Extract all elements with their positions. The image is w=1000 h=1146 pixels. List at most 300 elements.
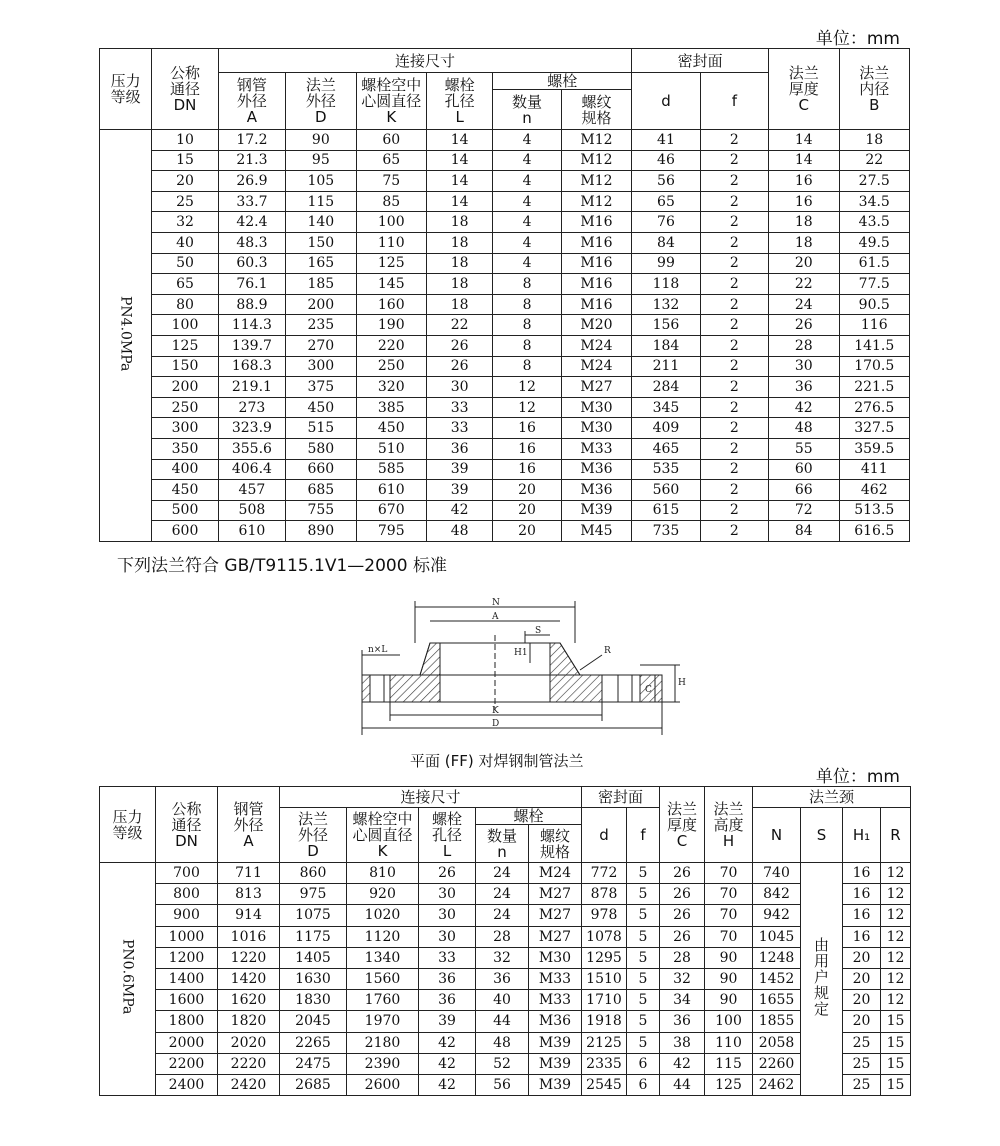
table-cell: 36 (476, 968, 529, 989)
table-cell: 5 (627, 990, 660, 1011)
table-cell: 100 (356, 212, 426, 233)
table-cell: 60 (769, 459, 839, 480)
table-row (100, 150, 910, 171)
table-cell: M27 (529, 884, 582, 905)
table-cell: 16 (493, 438, 561, 459)
table-cell: 50 (152, 253, 218, 274)
table-cell: M30 (561, 418, 632, 439)
table-cell: 48.3 (218, 232, 285, 253)
s-note-cell (801, 863, 843, 1096)
table-cell: 14 (769, 150, 839, 171)
table-cell: 25 (843, 1032, 881, 1053)
table-cell: 978 (582, 905, 627, 926)
table-cell: 156 (632, 315, 700, 336)
table-cell: 42 (419, 1032, 476, 1053)
table-cell: 2335 (582, 1053, 627, 1074)
table-cell: 26 (426, 335, 492, 356)
table-cell: 25 (152, 191, 218, 212)
table-cell: M30 (561, 397, 632, 418)
bolt-hole-right (618, 675, 632, 702)
table-cell: 38 (660, 1032, 705, 1053)
table-cell: 2 (700, 356, 768, 377)
table-cell: 2 (700, 500, 768, 521)
table-cell: 20 (769, 253, 839, 274)
table-cell: 115 (705, 1053, 753, 1074)
table-cell: 711 (218, 863, 280, 884)
table-cell: 18 (426, 294, 492, 315)
table-cell: 12 (881, 884, 911, 905)
table-cell: 116 (839, 315, 910, 336)
table-cell: 2 (700, 480, 768, 501)
header2-a: 钢管 外径 A (218, 787, 280, 863)
table-cell: M20 (561, 315, 632, 336)
table-cell: 30 (419, 926, 476, 947)
table-cell: 4 (493, 150, 561, 171)
table-row (100, 947, 911, 968)
header2-h: 法兰 高度 H (705, 787, 753, 863)
standard-note: 下列法兰符合 GB/T9115.1V1—2000 标准 (117, 556, 447, 576)
table-cell: 80 (152, 294, 218, 315)
table-cell: 1510 (582, 968, 627, 989)
table-cell: 560 (632, 480, 700, 501)
table-cell: 8 (493, 274, 561, 295)
table-row (100, 500, 910, 521)
table-cell: 15 (881, 1011, 911, 1032)
table-cell: M27 (529, 926, 582, 947)
table-cell: 70 (705, 905, 753, 926)
table-cell: 15 (152, 150, 218, 171)
table-cell: 18 (426, 212, 492, 233)
table-cell: 610 (356, 480, 426, 501)
table-cell: 535 (632, 459, 700, 480)
table-cell: 409 (632, 418, 700, 439)
table-cell: 42 (660, 1053, 705, 1074)
table-row (100, 191, 910, 212)
table-cell: 70 (705, 863, 753, 884)
table-cell: 1078 (582, 926, 627, 947)
table-cell: 150 (286, 232, 356, 253)
table-cell: M36 (529, 1011, 582, 1032)
table-cell: 168.3 (218, 356, 285, 377)
table-cell: 77.5 (839, 274, 910, 295)
table-cell: 18 (426, 232, 492, 253)
table-cell: 8 (493, 335, 561, 356)
table-cell: 42 (419, 1074, 476, 1095)
table-cell: 24 (476, 905, 529, 926)
label-s: S (535, 626, 542, 636)
label-h: H (678, 678, 686, 688)
table-cell: 32 (152, 212, 218, 233)
table-cell: 221.5 (839, 377, 910, 398)
table-cell: 1295 (582, 947, 627, 968)
table-cell: 16 (843, 926, 881, 947)
table-cell: 795 (356, 521, 426, 542)
table-cell: 24 (769, 294, 839, 315)
table-row (100, 315, 910, 336)
table-cell: 2 (700, 232, 768, 253)
table-cell: 1075 (280, 905, 347, 926)
label-h1: H1 (514, 648, 528, 658)
table-cell: M16 (561, 294, 632, 315)
table-cell: 355.6 (218, 438, 285, 459)
table-cell: 1630 (280, 968, 347, 989)
table-cell: 36 (419, 990, 476, 1011)
table-cell: 616.5 (839, 521, 910, 542)
table-cell: 2420 (218, 1074, 280, 1095)
table-cell: 118 (632, 274, 700, 295)
table-cell: 36 (660, 1011, 705, 1032)
table-cell: M45 (561, 521, 632, 542)
table-cell: 125 (356, 253, 426, 274)
table-cell: 1405 (280, 947, 347, 968)
table-cell: 273 (218, 397, 285, 418)
table-cell: 1600 (156, 990, 218, 1011)
table-cell: 2 (700, 459, 768, 480)
table-cell: 22 (769, 274, 839, 295)
table-cell: 942 (753, 905, 801, 926)
table-cell: 323.9 (218, 418, 285, 439)
table-cell: 170.5 (839, 356, 910, 377)
table-cell: 66 (769, 480, 839, 501)
table-cell: 1830 (280, 990, 347, 1011)
table-cell: 139.7 (218, 335, 285, 356)
table-cell: 670 (356, 500, 426, 521)
table-cell: 450 (286, 397, 356, 418)
table-cell: 600 (152, 521, 218, 542)
header2-n: 数量 n (476, 825, 529, 863)
table-cell: 1760 (347, 990, 419, 1011)
header2-d-outer: 法兰 外径 D (280, 808, 347, 863)
table-cell: 65 (632, 191, 700, 212)
header2-seal: 密封面 (582, 787, 660, 808)
table-cell: 16 (493, 459, 561, 480)
header2-seal-d: d (582, 808, 627, 863)
table-cell: 4 (493, 232, 561, 253)
table-cell: 16 (843, 905, 881, 926)
header-a: 钢管 外径 A (218, 73, 285, 130)
table-cell: 8 (493, 315, 561, 336)
table-cell: 42 (769, 397, 839, 418)
table-cell: 22 (839, 150, 910, 171)
table-cell: 2000 (156, 1032, 218, 1053)
table-row (100, 274, 910, 295)
table-cell: 375 (286, 377, 356, 398)
table-cell: 110 (356, 232, 426, 253)
table-cell: 56 (476, 1074, 529, 1095)
table-cell: 1248 (753, 947, 801, 968)
table-cell: 385 (356, 397, 426, 418)
table-cell: 2 (700, 418, 768, 439)
table-cell: 16 (843, 863, 881, 884)
table-cell: 12 (881, 863, 911, 884)
table-cell: 21.3 (218, 150, 285, 171)
table-cell: 359.5 (839, 438, 910, 459)
table-cell: 160 (356, 294, 426, 315)
table-cell: 145 (356, 274, 426, 295)
table-cell: 1400 (156, 968, 218, 989)
table-cell: 49.5 (839, 232, 910, 253)
table-cell: 1420 (218, 968, 280, 989)
table-cell: 28 (769, 335, 839, 356)
table-cell: 465 (632, 438, 700, 459)
table-row (100, 294, 910, 315)
table-cell: 200 (286, 294, 356, 315)
left-section-hatch (390, 643, 440, 702)
table-cell: 17.2 (218, 130, 285, 151)
table-cell: 18 (769, 212, 839, 233)
table-cell: 48 (769, 418, 839, 439)
table-cell: 685 (286, 480, 356, 501)
table-cell: 75 (356, 171, 426, 192)
table-row (100, 1032, 911, 1053)
table-cell: 8 (493, 356, 561, 377)
table-cell: 20 (493, 521, 561, 542)
table-cell: 48 (476, 1032, 529, 1053)
table-cell: 276.5 (839, 397, 910, 418)
table-row (100, 1074, 911, 1095)
table-cell: 12 (881, 905, 911, 926)
pressure-label (100, 863, 156, 1096)
table-cell: 1855 (753, 1011, 801, 1032)
table-cell: 585 (356, 459, 426, 480)
table-cell: 26 (660, 863, 705, 884)
unit-label-2: 单位：mm (815, 767, 900, 787)
header-c: 法兰 厚度 C (769, 49, 839, 130)
table-cell: 100 (705, 1011, 753, 1032)
header-n: 数量 n (493, 90, 561, 130)
table-cell: 20 (843, 990, 881, 1011)
table-cell: 4 (493, 191, 561, 212)
table-cell: 235 (286, 315, 356, 336)
table-cell: 300 (152, 418, 218, 439)
table-cell: 14 (769, 130, 839, 151)
table-cell: M16 (561, 253, 632, 274)
table-cell: 30 (426, 377, 492, 398)
table-cell: 30 (419, 884, 476, 905)
table-cell: 250 (152, 397, 218, 418)
table-cell: 250 (356, 356, 426, 377)
table-cell: 5 (627, 1032, 660, 1053)
table-cell: 1200 (156, 947, 218, 968)
table-cell: 22 (426, 315, 492, 336)
table-cell: 6 (627, 1053, 660, 1074)
header-pressure: 压力 等级 (100, 49, 152, 130)
table-cell: 914 (218, 905, 280, 926)
table-row (100, 438, 910, 459)
table-cell: 700 (156, 863, 218, 884)
table-cell: 20 (493, 500, 561, 521)
table-cell: 44 (476, 1011, 529, 1032)
label-c: C (645, 685, 652, 695)
table-cell: 18 (426, 253, 492, 274)
header2-thread: 螺纹 规格 (529, 825, 582, 863)
table-cell: 411 (839, 459, 910, 480)
header2-bolt: 螺栓 (476, 808, 582, 825)
table-row (100, 377, 910, 398)
table-cell: 2462 (753, 1074, 801, 1095)
table-cell: 60 (356, 130, 426, 151)
table-cell: 813 (218, 884, 280, 905)
table-cell: 190 (356, 315, 426, 336)
header2-h1: H₁ (843, 808, 881, 863)
table-cell: M16 (561, 274, 632, 295)
table-cell: 211 (632, 356, 700, 377)
table-cell: 55 (769, 438, 839, 459)
table-row (100, 356, 910, 377)
table-cell: 33 (419, 947, 476, 968)
table-cell: 2390 (347, 1053, 419, 1074)
table-cell: 15 (881, 1053, 911, 1074)
table-cell: 800 (156, 884, 218, 905)
header-seal-d: d (632, 73, 700, 130)
header-b: 法兰 内径 B (839, 49, 910, 130)
table-cell: 26 (426, 356, 492, 377)
table-cell: 842 (753, 884, 801, 905)
header-seal: 密封面 (632, 49, 769, 73)
table-row (100, 459, 910, 480)
table-cell: M27 (561, 377, 632, 398)
table-cell: 165 (286, 253, 356, 274)
table-cell: M27 (529, 905, 582, 926)
table-row (100, 905, 911, 926)
table-cell: 513.5 (839, 500, 910, 521)
table-cell: 500 (152, 500, 218, 521)
table-cell: 36 (769, 377, 839, 398)
table-row (100, 1011, 911, 1032)
table-cell: 12 (493, 377, 561, 398)
table-cell: 1020 (347, 905, 419, 926)
pressure-label (100, 130, 152, 542)
table-cell: 975 (280, 884, 347, 905)
table-cell: 48 (426, 521, 492, 542)
table-cell: 508 (218, 500, 285, 521)
table-cell: 2180 (347, 1032, 419, 1053)
table-cell: 345 (632, 397, 700, 418)
table-cell: 890 (286, 521, 356, 542)
table-cell: M12 (561, 150, 632, 171)
table-cell: 20 (843, 947, 881, 968)
table-cell: 27.5 (839, 171, 910, 192)
table-cell: 76 (632, 212, 700, 233)
table-cell: 740 (753, 863, 801, 884)
table-row (100, 418, 910, 439)
table-cell: 350 (152, 438, 218, 459)
table-row (100, 926, 911, 947)
table-cell: 90 (705, 990, 753, 1011)
table-cell: 76.1 (218, 274, 285, 295)
header-k: 螺栓空中 心圆直径 K (356, 73, 426, 130)
table-cell: 72 (769, 500, 839, 521)
table-cell: 115 (286, 191, 356, 212)
table-cell: 60.3 (218, 253, 285, 274)
table-cell: 185 (286, 274, 356, 295)
table-cell: 2045 (280, 1011, 347, 1032)
table-cell: 5 (627, 1011, 660, 1032)
table-cell: 85 (356, 191, 426, 212)
table-cell: 2220 (218, 1053, 280, 1074)
table-cell: M33 (529, 968, 582, 989)
table-cell: 2 (700, 521, 768, 542)
table-cell: 56 (632, 171, 700, 192)
table-cell: 327.5 (839, 418, 910, 439)
table-cell: 1710 (582, 990, 627, 1011)
table-cell: 14 (426, 191, 492, 212)
table-cell: 12 (881, 990, 911, 1011)
table-cell: 26 (419, 863, 476, 884)
table-cell: 12 (881, 926, 911, 947)
header2-r: R (881, 808, 911, 863)
header2-n-neck: N (753, 808, 801, 863)
header-seal-f: f (700, 73, 768, 130)
table-cell: 2020 (218, 1032, 280, 1053)
table-cell: M33 (529, 990, 582, 1011)
table-cell: 284 (632, 377, 700, 398)
table-cell: 900 (156, 905, 218, 926)
table-cell: M39 (529, 1074, 582, 1095)
header2-connection: 连接尺寸 (280, 787, 582, 808)
header-connection: 连接尺寸 (218, 49, 632, 73)
table-cell: 2 (700, 397, 768, 418)
table-cell: 580 (286, 438, 356, 459)
table-cell: 14 (426, 130, 492, 151)
table-cell: 2 (700, 335, 768, 356)
table-row (100, 212, 910, 233)
table-row (100, 884, 911, 905)
header-l: 螺栓 孔径 L (426, 73, 492, 130)
table-row (100, 990, 911, 1011)
table-cell: M36 (561, 459, 632, 480)
table-row (100, 171, 910, 192)
table-cell: 1800 (156, 1011, 218, 1032)
table-cell: 16 (769, 171, 839, 192)
table-cell: 42 (419, 1053, 476, 1074)
table-cell: 42.4 (218, 212, 285, 233)
table-cell: 33.7 (218, 191, 285, 212)
table-cell: 32 (660, 968, 705, 989)
header-bolt: 螺栓 (493, 73, 632, 90)
table-cell: 320 (356, 377, 426, 398)
table-cell: 5 (627, 968, 660, 989)
header2-l: 螺栓 孔径 L (419, 808, 476, 863)
table-cell: 200 (152, 377, 218, 398)
table-cell: 12 (493, 397, 561, 418)
table-cell: 84 (769, 521, 839, 542)
pressure-label-text: PN0.6MPa (119, 939, 136, 1015)
table-cell: 24 (476, 884, 529, 905)
table-cell: 1120 (347, 926, 419, 947)
table-cell: 2 (700, 191, 768, 212)
table-cell: 2 (700, 130, 768, 151)
table-cell: 18 (426, 274, 492, 295)
table-cell: 65 (356, 150, 426, 171)
table-cell: 450 (152, 480, 218, 501)
table-cell: 24 (476, 863, 529, 884)
table-cell: M36 (561, 480, 632, 501)
table-cell: 15 (881, 1032, 911, 1053)
table-cell: 1655 (753, 990, 801, 1011)
table-row (100, 968, 911, 989)
table-cell: 450 (356, 418, 426, 439)
table-cell: 26 (660, 905, 705, 926)
label-r: R (604, 646, 611, 656)
table-cell: 46 (632, 150, 700, 171)
table-cell: 141.5 (839, 335, 910, 356)
table-cell: 406.4 (218, 459, 285, 480)
table-cell: M33 (561, 438, 632, 459)
table-cell: 90 (705, 968, 753, 989)
table-cell: 36 (419, 968, 476, 989)
table-cell: 5 (627, 863, 660, 884)
